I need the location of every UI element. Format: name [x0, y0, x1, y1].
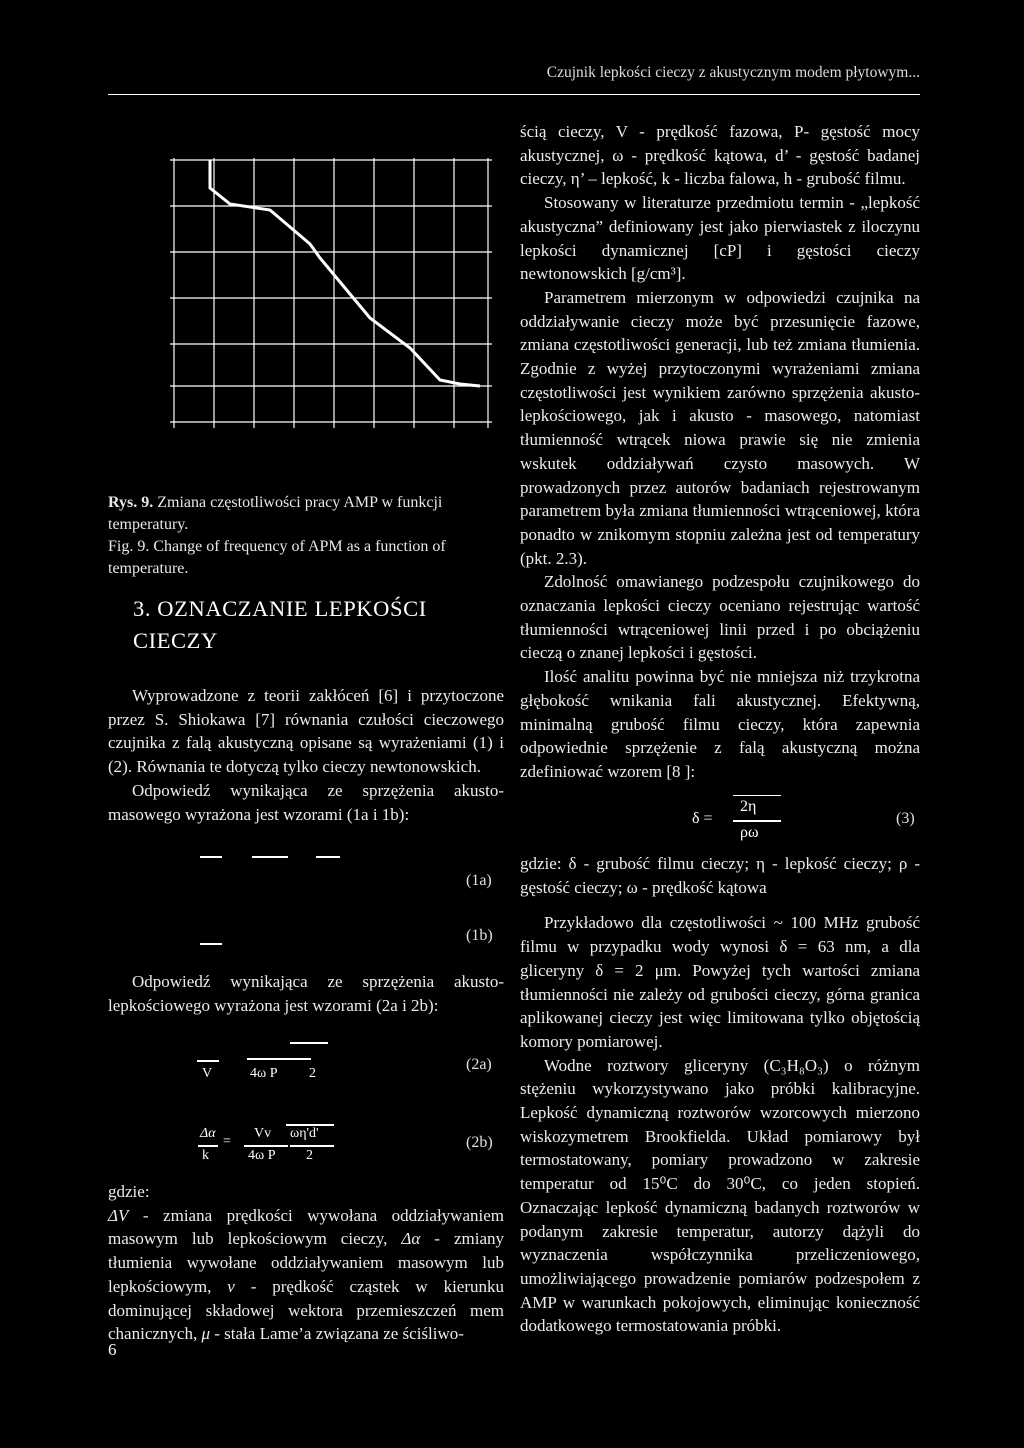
- eq-label-2a: (2a): [466, 1056, 492, 1073]
- eq1a-stroke: [200, 856, 222, 858]
- eq2b-delta-alpha: Δα: [200, 1126, 216, 1141]
- eq3-frac-line: [733, 820, 781, 822]
- eq-label-1a: (1a): [466, 872, 492, 889]
- eq3-denominator: ρω: [740, 824, 759, 841]
- left-paragraph-3: [108, 1180, 504, 1346]
- eq-label-1b: (1b): [466, 927, 493, 944]
- eq3-overline: [733, 795, 781, 796]
- eq2b-frac-line: [198, 1145, 218, 1147]
- section-title-line2: CIECZY: [133, 628, 218, 653]
- right-paragraph-1: ścią cieczy, V - prędkość fazowa, P- gęstość mocy akustycznej, ω - prędkość kątowa, d’ - gęstość badanej cieczy, η’ – lepkość, k - liczba falowa, h - grubość filmu.: [520, 122, 920, 189]
- eq2a-stroke: [247, 1058, 311, 1060]
- viscous-coupling-paragraph: Odpowiedź wynikająca ze sprzężenia akusto-lepkościowego wyrażona jest wzorami (2a i 2b):: [108, 972, 504, 1015]
- eq1a-stroke: [252, 856, 288, 858]
- frequency-curve: [210, 160, 480, 386]
- header-rule: [108, 94, 920, 95]
- section-title: [133, 593, 503, 657]
- caption-label-pl: Rys. 9.: [108, 494, 154, 511]
- eq2b-frac-line: [244, 1145, 288, 1147]
- eq2a-v: V: [202, 1066, 213, 1081]
- symbols-paragraph: ΔV - zmiana prędkości wywołana oddziaływaniem masowym lub lepkościowym cieczy, Δα - zmiany tłumienia wywołane oddziaływaniem masowym lub lepkościowym, v - prędkość cząstek w kierunku dominującej składowej wektora przemieszczeń mem chanicznych, μ - stała Lame’a związana ze ściśliwo-: [108, 1205, 505, 1344]
- figure-caption-en: [108, 536, 503, 580]
- eq2b-root-numerator: ωη'd': [290, 1126, 319, 1141]
- eq-label-2b: (2b): [466, 1134, 493, 1151]
- right-paragraph-7: Przykładowo dla częstotliwości ~ 100 MHz grubość filmu w przypadku wody wynosi δ = 63 nm, a dla gliceryny δ = 2 μm. Powyżej tych wartości zmiana tłumienności nie zależy od grubości cieczy, górna granica aplikowanej cieczy jest więc limitowana tylko objętością komory pomiarowej.: [520, 913, 920, 1051]
- caption-text-pl: Zmiana częstotliwości pracy AMP w funkcji temperatury.: [108, 494, 443, 533]
- gdzie-label: gdzie:: [108, 1182, 150, 1201]
- frequency-temperature-chart: [170, 158, 492, 428]
- caption-label-en: Fig. 9.: [108, 538, 150, 555]
- eq-label-3: (3): [896, 810, 915, 827]
- right-paragraph-5: Ilość analitu powinna być nie mniejsza niż trzykrotna głębokość wnikania fali akustycznej. Efektywną, minimalną grubość filmu cieczy, która zapewnia odpowiednie sprzężenie z falą akustyczną można zdefiniować wzorem [8 ]:: [520, 667, 920, 781]
- left-paragraph-1: [108, 684, 504, 826]
- eq1b-stroke: [200, 943, 222, 945]
- eq2a-two: 2: [309, 1066, 316, 1081]
- right-column-bottom: [520, 852, 920, 1338]
- eq3-numerator: 2η: [740, 798, 757, 815]
- eq2b-k: k: [202, 1148, 209, 1163]
- eq2a-root-bar: [290, 1042, 328, 1044]
- intro-paragraph: Wyprowadzone z teorii zakłóceń [6] i przytoczone przez S. Shiokawa [7] równania czułości cieczowego czujnika z falą akustyczną opisane są wyrażeniami (1) i (2). Równania te dotyczą tylko cieczy newtonowskich.: [108, 686, 504, 777]
- running-header: Czujnik lepkości cieczy z akustycznym modem płytowym...: [546, 64, 920, 81]
- eq2b-frac-line: [290, 1145, 334, 1147]
- eq2b-denominator: 4ω P: [248, 1148, 276, 1163]
- eq3-lhs: δ =: [692, 810, 713, 827]
- page-number: 6: [108, 1340, 117, 1359]
- eq2b-numerator: Vv: [254, 1126, 272, 1141]
- eq1a-stroke: [316, 856, 340, 858]
- right-paragraph-2: Stosowany w literaturze przedmiotu termin - „lepkość akustyczna” definiowany jest jako pierwiastek z iloczynu lepkości dynamicznej [cP] i gęstości cieczy newtonowskich [g/cm³].: [520, 193, 920, 284]
- right-paragraph-3: Parametrem mierzonym w odpowiedzi czujnika na oddziaływanie cieczy może być przesunięcie fazowe, zmiana częstotliwości generacji, lub też zmiana tłumienia. Zgodnie z wyżej przytoczonymi wyrażeniami zmiana częstotliwości jest wynikiem zarówno sprzężenia akusto-lepkościowego, jak i akusto - masowego, natomiast tłumienność wtrącek niowa prawie się nie zmienia wskutek oddziaływań czysto masowych. W prowadzonych przez autorów badaniach rejestrowanym parametrem była zmiana tłumienności wtrąceniowej, która ponadto w znikomym stopniu zależna jest od temperatury (pkt. 2.3).: [520, 287, 920, 568]
- mass-coupling-paragraph: Odpowiedź wynikająca ze sprzężenia akusto-masowego wyrażona jest wzorami (1a i 1b):: [108, 780, 504, 824]
- eq2a-stroke: [197, 1060, 219, 1062]
- eq2a-denominator: 4ω P: [250, 1066, 278, 1081]
- chart-grid: [170, 158, 492, 428]
- right-column-top: [520, 120, 920, 784]
- caption-text-en: Change of frequency of APM as a function of temperature.: [108, 538, 446, 577]
- right-paragraph-8: Wodne roztwory gliceryny (C₃H₈O₃) o różnym stężeniu wykorzystywano jako próbki kalibracyjne. Lepkość dynamiczną roztworów wzorcowych mierzono wiskozymetrem Brookfielda. Układ pomiarowy był termostatowany, pomiary prowadzono w zakresie temperatur od 15⁰C do 30⁰C, co jeden stopień. Oznaczając lepkość dynamiczną badanych roztworów w podanym zakresie temperatur, autorzy dążyli do wyznaczenia współczynnika przeliczeniowego, umożliwiającego prowadzenie pomiarów podzespołem z AMP w warunkach pokojowych, eliminując konieczność dodatkowego termostatowania próbki.: [520, 1055, 920, 1336]
- left-paragraph-2: [108, 970, 504, 1017]
- section-title-line1: 3. OZNACZANIE LEPKOŚCI: [133, 596, 427, 621]
- right-paragraph-4: Zdolność omawianego podzespołu czujnikowego do oznaczania lepkości cieczy oceniano rejestrując wartość tłumienności wtrąceniowej linii przed i po obciążeniu cieczą o znanej lepkości i gęstości.: [520, 572, 920, 663]
- eq2b-two: 2: [306, 1148, 313, 1163]
- eq2b-equals: =: [223, 1134, 231, 1149]
- right-paragraph-6: gdzie: δ - grubość filmu cieczy; η - lepkość cieczy; ρ - gęstość cieczy; ω - prędkość kątowa: [520, 854, 920, 897]
- figure-caption-pl: [108, 492, 503, 536]
